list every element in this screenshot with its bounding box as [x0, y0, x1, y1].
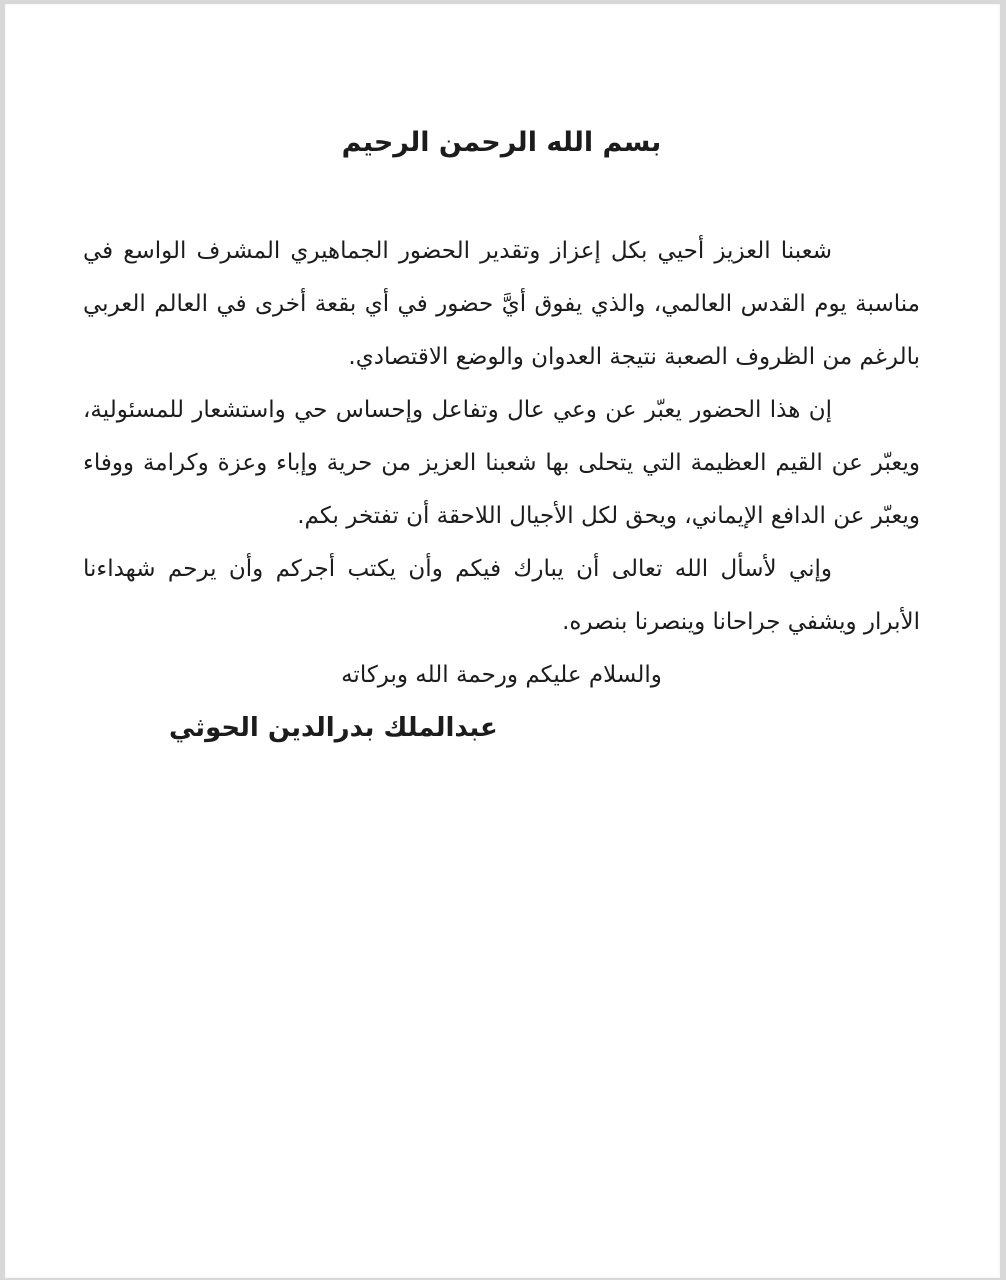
letter-content: [5, 4, 1000, 755]
closing-salutation: والسلام عليكم ورحمة الله وبركاته: [341, 662, 662, 688]
paragraph-greeting: شعبنا العزيز أحيي بكل إعزاز وتقدير الحضور الجماهيري المشرف الواسع في مناسبة يوم القدس العالمي، والذي يفوق أيَّ حضور في أي بقعة أخرى في العالم العربي بالرغم من الظروف الصعبة نتيجة العدوان والوضع الاقتصادي.: [83, 238, 920, 370]
scanned-letter-page: [5, 4, 1000, 1278]
paragraph-values: إن هذا الحضور يعبّر عن وعي عال وتفاعل وإحساس حي واستشعار للمسئولية، ويعبّر عن القيم العظيمة التي يتحلى بها شعبنا العزيز من حرية وإباء وعزة وكرامة ووفاء ويعبّر عن الدافع الإيماني، ويحق لكل الأجيال اللاحقة أن تفتخر بكم.: [83, 397, 920, 529]
basmala-heading: بسم الله الرحمن الرحيم: [341, 127, 662, 158]
paragraph-prayer: وإني لأسأل الله تعالى أن يبارك فيكم وأن يكتب أجركم وأن يرحم شهداءنا الأبرار ويشفي جراحانا وينصرنا بنصره.: [83, 556, 920, 635]
signature-name: عبدالملك بدرالدين الحوثي: [169, 713, 498, 743]
